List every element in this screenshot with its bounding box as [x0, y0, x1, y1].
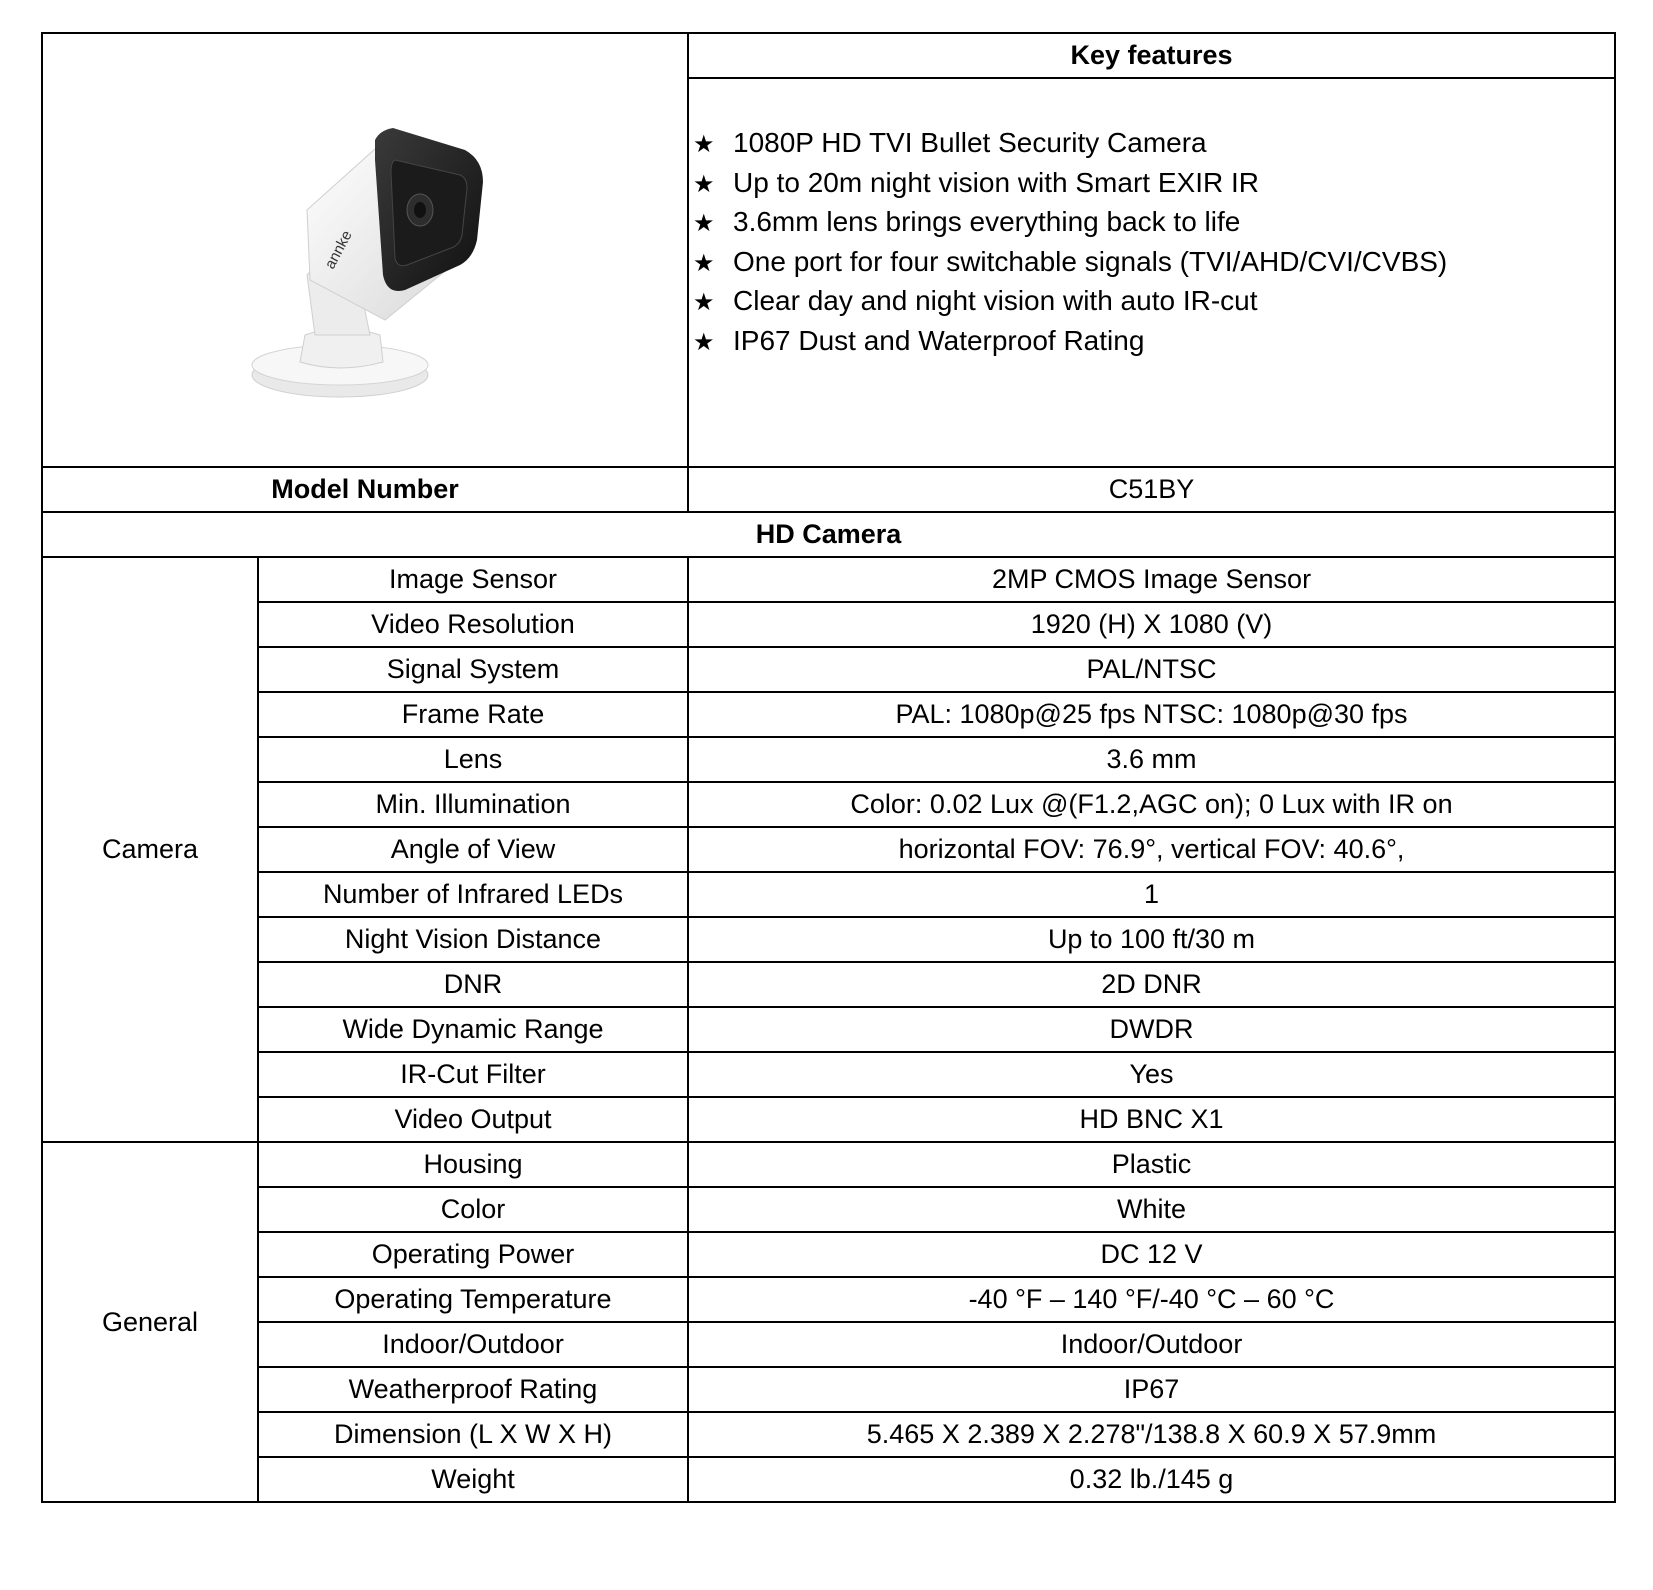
- spec-value: 0.32 lb./145 g: [688, 1457, 1615, 1502]
- spec-row: [42, 1412, 1615, 1457]
- spec-label: Video Output: [258, 1097, 688, 1142]
- spec-row: [42, 782, 1615, 827]
- spec-label: Number of Infrared LEDs: [258, 872, 688, 917]
- spec-row: [42, 1322, 1615, 1367]
- spec-label: Lens: [258, 737, 688, 782]
- key-feature-text: 3.6mm lens brings everything back to life: [733, 206, 1241, 237]
- model-row: [42, 467, 1615, 512]
- spec-sheet-table: [41, 32, 1616, 1503]
- key-features-list: [689, 79, 1614, 360]
- spec-value: 2D DNR: [688, 962, 1615, 1007]
- key-feature-text: Clear day and night vision with auto IR-cut: [733, 285, 1258, 316]
- spec-row: [42, 1187, 1615, 1232]
- spec-label: Angle of View: [258, 827, 688, 872]
- star-bullet-icon: ★: [693, 327, 715, 356]
- group-label-camera: Camera: [42, 557, 258, 1142]
- key-feature-text: One port for four switchable signals (TVI/AHD/CVI/CVBS): [733, 245, 1448, 277]
- annke-brand-mark: annke: [321, 227, 356, 272]
- key-features-cell: [688, 78, 1615, 467]
- spec-value: IP67: [688, 1367, 1615, 1412]
- spec-value: Up to 100 ft/30 m: [688, 917, 1615, 962]
- product-image-cell: [42, 33, 688, 467]
- key-feature-text: Up to 20m night vision with Smart EXIR IR: [733, 166, 1259, 198]
- spec-label: Wide Dynamic Range: [258, 1007, 688, 1052]
- section-title: HD Camera: [42, 512, 1615, 557]
- spec-row: [42, 917, 1615, 962]
- spec-value: 3.6 mm: [688, 737, 1615, 782]
- spec-label: DNR: [258, 962, 688, 1007]
- spec-value: horizontal FOV: 76.9°, vertical FOV: 40.6°,: [688, 827, 1615, 872]
- spec-row: [42, 692, 1615, 737]
- spec-row: [42, 1142, 1615, 1187]
- star-bullet-icon: ★: [693, 169, 715, 198]
- spec-value: 1: [688, 872, 1615, 917]
- spec-value: 5.465 X 2.389 X 2.278"/138.8 X 60.9 X 57.9mm: [688, 1412, 1615, 1457]
- spec-value: -40 °F – 140 °F/-40 °C – 60 °C: [688, 1277, 1615, 1322]
- key-feature-item: [693, 163, 1614, 203]
- spec-label: Operating Power: [258, 1232, 688, 1277]
- spec-row: [42, 1367, 1615, 1412]
- spec-value: HD BNC X1: [688, 1097, 1615, 1142]
- spec-label: Color: [258, 1187, 688, 1232]
- key-feature-text: 1080P HD TVI Bullet Security Camera: [733, 127, 1207, 158]
- header-row: [42, 33, 1615, 78]
- spec-label: Video Resolution: [258, 602, 688, 647]
- star-bullet-icon: ★: [693, 288, 715, 316]
- spec-label: Operating Temperature: [258, 1277, 688, 1322]
- star-bullet-icon: ★: [693, 209, 715, 237]
- spec-row: [42, 1097, 1615, 1142]
- spec-row: [42, 1232, 1615, 1277]
- spec-label: Weight: [258, 1457, 688, 1502]
- spec-label: Indoor/Outdoor: [258, 1322, 688, 1367]
- spec-value: White: [688, 1187, 1615, 1232]
- spec-value: 1920 (H) X 1080 (V): [688, 602, 1615, 647]
- spec-label: Night Vision Distance: [258, 917, 688, 962]
- spec-value: 2MP CMOS Image Sensor: [688, 557, 1615, 602]
- spec-row: [42, 1277, 1615, 1322]
- spec-value: DWDR: [688, 1007, 1615, 1052]
- spec-row: [42, 872, 1615, 917]
- key-feature-item: [693, 321, 1614, 361]
- spec-value: Yes: [688, 1052, 1615, 1097]
- key-feature-item: [693, 242, 1614, 282]
- model-number-label: Model Number: [42, 467, 688, 512]
- group-label-general: General: [42, 1142, 258, 1502]
- key-feature-item: [693, 123, 1614, 163]
- spec-label: Dimension (L X W X H): [258, 1412, 688, 1457]
- star-bullet-icon: ★: [693, 248, 715, 277]
- spec-value: PAL: 1080p@25 fps NTSC: 1080p@30 fps: [688, 692, 1615, 737]
- spec-value: Indoor/Outdoor: [688, 1322, 1615, 1367]
- spec-value: DC 12 V: [688, 1232, 1615, 1277]
- spec-row: [42, 827, 1615, 872]
- section-title-row: [42, 512, 1615, 557]
- bullet-camera-image: [215, 90, 515, 410]
- spec-row: [42, 1007, 1615, 1052]
- spec-row: [42, 602, 1615, 647]
- spec-row: [42, 1457, 1615, 1502]
- star-bullet-icon: ★: [693, 130, 715, 158]
- spec-label: Weatherproof Rating: [258, 1367, 688, 1412]
- key-features-heading: Key features: [688, 33, 1615, 78]
- model-number-value: C51BY: [688, 467, 1615, 512]
- key-feature-text: IP67 Dust and Waterproof Rating: [733, 324, 1145, 356]
- spec-row: [42, 557, 1615, 602]
- spec-label: Frame Rate: [258, 692, 688, 737]
- spec-value: PAL/NTSC: [688, 647, 1615, 692]
- spec-value: Plastic: [688, 1142, 1615, 1187]
- spec-row: [42, 962, 1615, 1007]
- key-feature-item: [693, 281, 1614, 321]
- spec-row: [42, 1052, 1615, 1097]
- spec-label: Signal System: [258, 647, 688, 692]
- spec-row: [42, 737, 1615, 782]
- spec-label: IR-Cut Filter: [258, 1052, 688, 1097]
- spec-row: [42, 647, 1615, 692]
- spec-label: Min. Illumination: [258, 782, 688, 827]
- key-feature-item: [693, 202, 1614, 242]
- spec-label: Image Sensor: [258, 557, 688, 602]
- spec-label: Housing: [258, 1142, 688, 1187]
- spec-value: Color: 0.02 Lux @(F1.2,AGC on); 0 Lux with IR on: [688, 782, 1615, 827]
